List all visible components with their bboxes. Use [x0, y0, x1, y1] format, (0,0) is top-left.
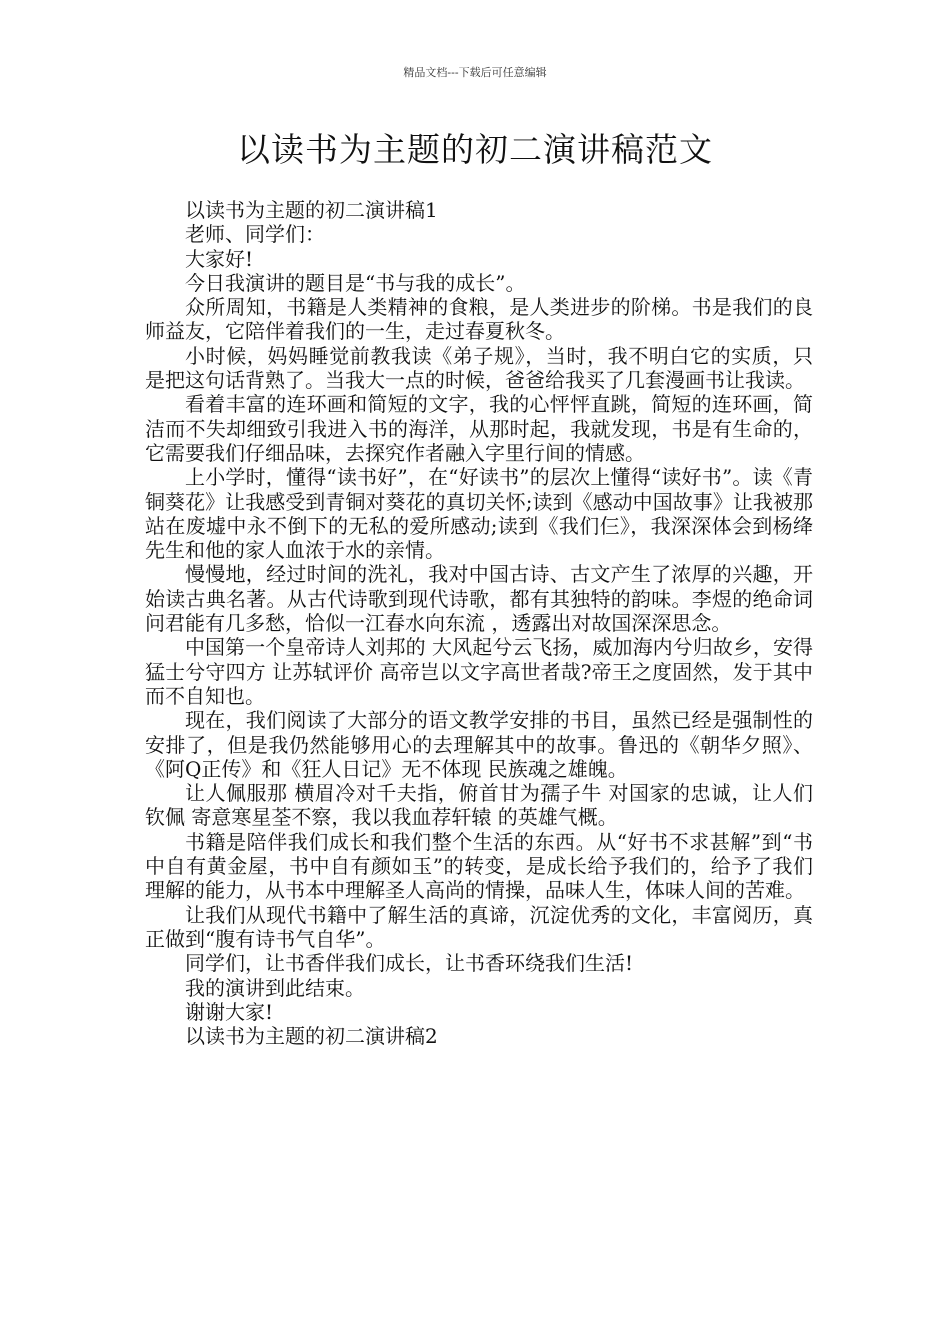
paragraph: 中国第一个皇帝诗人刘邦的 大风起兮云飞扬，威加海内兮归故乡，安得猛士兮守四方 让苏轼评价 高帝岂以文字高世者哉?帝王之度固然，发于其中而不自知也。 [145, 635, 813, 708]
paragraph-greeting: 大家好! [185, 246, 254, 271]
paragraph-closing: 我的演讲到此结束。 [185, 975, 365, 1000]
paragraph-section-heading-1: 以读书为主题的初二演讲稿1 [185, 198, 438, 222]
paragraph-section-heading-2: 以读书为主题的初二演讲稿2 [185, 1024, 438, 1049]
paragraph: 上小学时，懂得“读书好”，在“好读书”的层次上懂得“读好书”。读《青铜葵花》让我感受到青铜对葵花的真切关怀;读到《感动中国故事》让我被那站在废墟中永不倒下的无私的爱所感动;读到《我们仨》，我深深体会到杨绛先生和他的家人血浓于水的亲情。 [145, 465, 813, 563]
paragraph: 慢慢地，经过时间的洗礼，我对中国古诗、古文产生了浓厚的兴趣，开始读古典名著。从古代诗歌到现代诗歌，都有其独特的韵味。李煜的绝命词 问君能有几多愁，恰似一江春水向东流 ，透露出对故国深深思念。 [145, 562, 813, 636]
paragraph: 同学们，让书香伴我们成长，让书香环绕我们生活! [185, 951, 634, 976]
paragraph: 让我们从现代书籍中了解生活的真谛，沉淀优秀的文化，丰富阅历，真正做到“腹有诗书气自华”。 [145, 902, 813, 951]
document-body [145, 198, 813, 1048]
paragraph: 让人佩服那 横眉冷对千夫指，俯首甘为孺子牛 对国家的忠诚，让人们钦佩 寄意寒星荃不察，我以我血荐轩辕 的英雄气概。 [145, 781, 813, 830]
paragraph: 现在，我们阅读了大部分的语文教学安排的书目，虽然已经是强制性的安排了，但是我仍然能够用心的去理解其中的故事。鲁迅的《朝华夕照》、《阿Q正传》和《狂人日记》无不体现 民族魂之雄魄。 [145, 708, 813, 781]
paragraph: 看着丰富的连环画和简短的文字，我的心怦怦直跳，简短的连环画，简洁而不失却细致引我进入书的海洋，从那时起，我就发现，书是有生命的，它需要我们仔细品味，去探究作者融入字里行间的情感。 [145, 392, 813, 465]
page-header-note: 精品文档---下载后可任意编辑 [403, 66, 547, 79]
paragraph: 小时候，妈妈睡觉前教我读《弟子规》，当时，我不明白它的实质，只是把这句话背熟了。当我大一点的时候，爸爸给我买了几套漫画书让我读。 [145, 343, 813, 393]
paragraph: 众所周知，书籍是人类精神的食粮，是人类进步的阶梯。书是我们的良师益友，它陪伴着我们的一生，走过春夏秋冬。 [145, 295, 813, 344]
paragraph-thanks: 谢谢大家! [185, 999, 274, 1024]
paragraph: 今日我演讲的题目是“书与我的成长”。 [185, 270, 526, 295]
paragraph: 书籍是陪伴我们成长和我们整个生活的东西。从“好书不求甚解”到“书中自有黄金屋，书中自有颜如玉”的转变，是成长给予我们的，给予了我们理解的能力，从书本中理解圣人高尚的情操，品味人生，体味人间的苦难。 [145, 829, 813, 903]
document-title: 以读书为主题的初二演讲稿范文 [237, 130, 713, 169]
paragraph-salutation: 老师、同学们： [185, 222, 325, 247]
